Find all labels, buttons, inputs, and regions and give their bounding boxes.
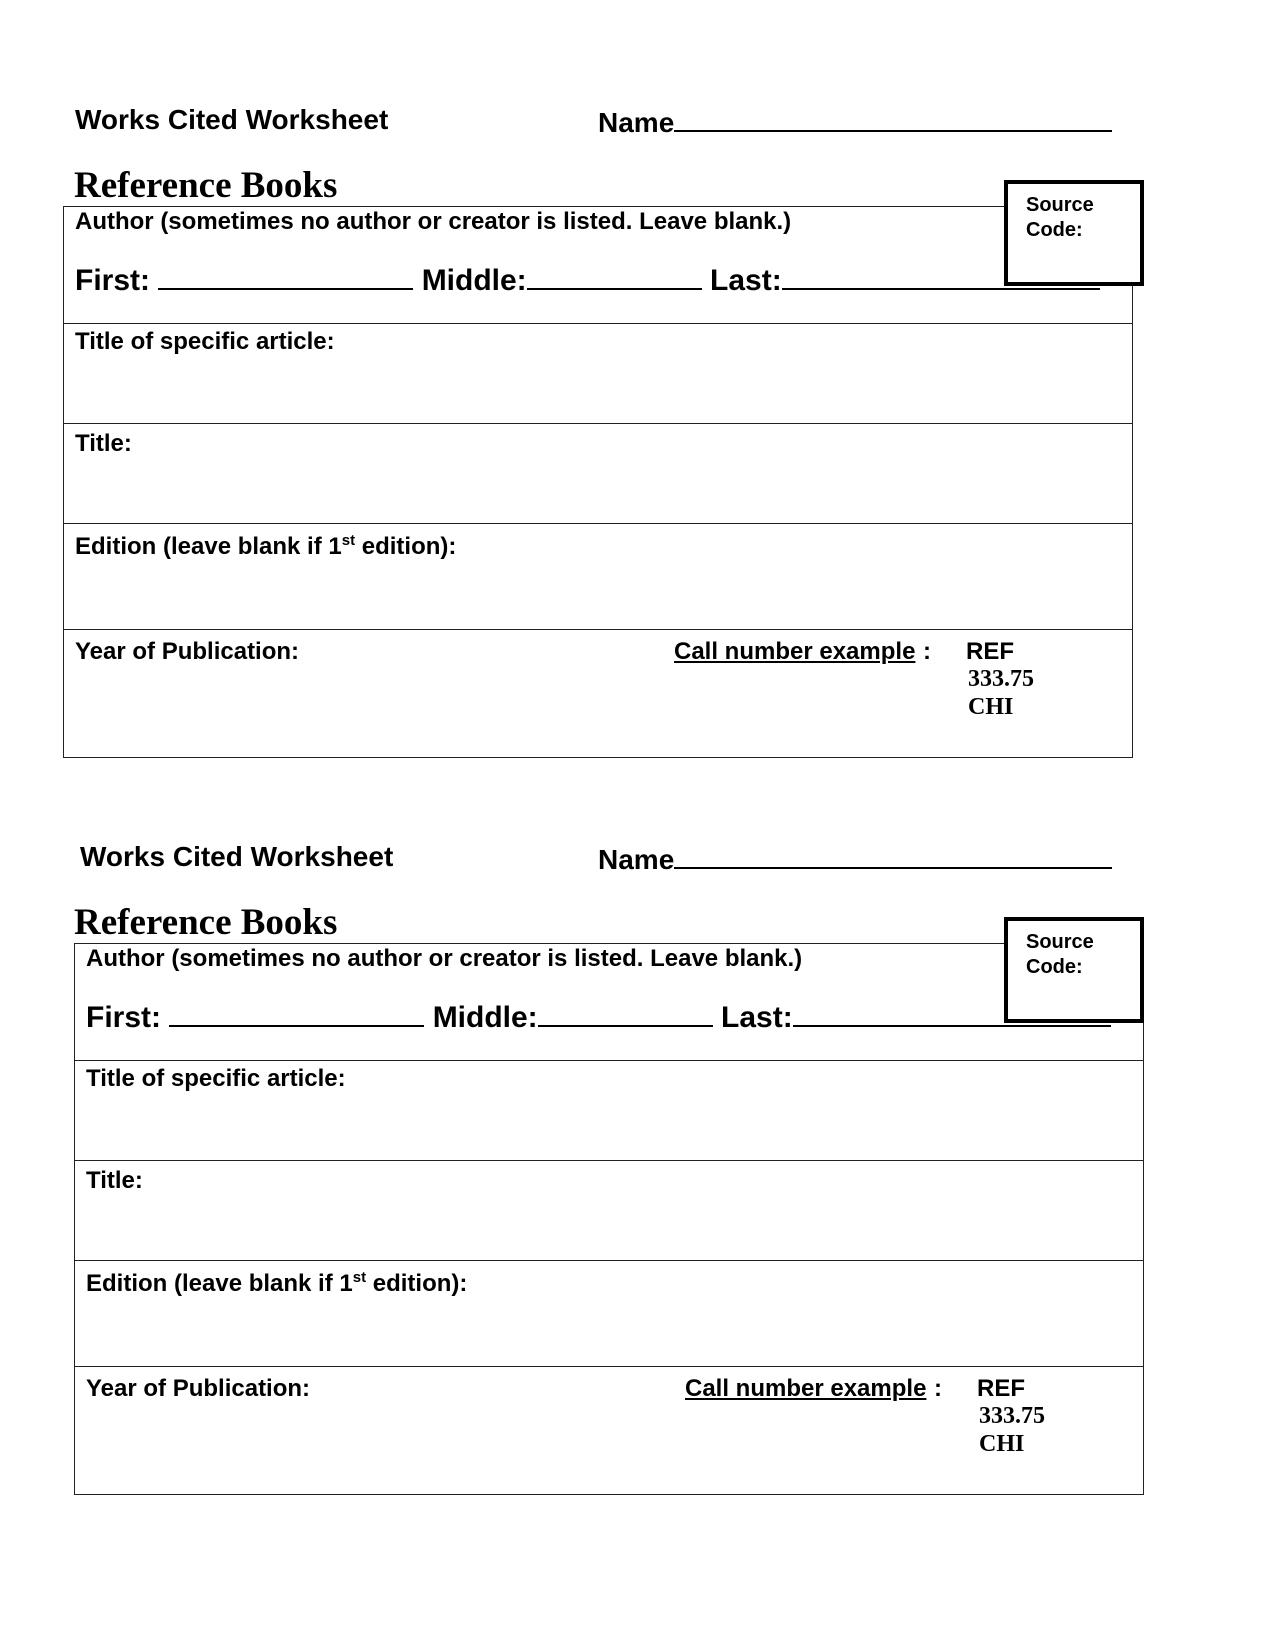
worksheet-title: Works Cited Worksheet	[80, 841, 394, 872]
divider	[64, 423, 1132, 424]
divider	[75, 1260, 1143, 1261]
first-name-blank[interactable]	[169, 999, 424, 1027]
name-label: Name	[598, 844, 675, 875]
section-title: Reference Books	[74, 165, 338, 206]
edition-label-sup: st	[352, 1269, 367, 1286]
call-number-colon: :	[923, 638, 931, 665]
title-label: Title:	[75, 430, 132, 457]
divider	[75, 1060, 1143, 1061]
middle-label: Middle:	[432, 1001, 538, 1034]
divider	[75, 1366, 1143, 1367]
call-number-line: 333.75	[979, 1403, 1045, 1429]
call-number-label: Call number example	[674, 638, 916, 665]
call-number-line: CHI	[968, 694, 1014, 720]
article-title-label: Title of specific article:	[75, 328, 335, 355]
edition-label-end: edition):	[366, 1270, 468, 1297]
year-label: Year of Publication:	[86, 1375, 311, 1402]
call-number-line: 333.75	[968, 666, 1034, 692]
edition-label-end: edition):	[355, 533, 457, 560]
first-label: First:	[75, 264, 150, 297]
edition-label	[75, 532, 456, 561]
title-label: Title:	[86, 1167, 143, 1194]
name-field[interactable]	[598, 104, 1112, 139]
call-number-line: REF	[966, 638, 1014, 665]
edition-label	[86, 1269, 467, 1298]
year-label: Year of Publication:	[75, 638, 300, 665]
author-label: Author (sometimes no author or creator is listed. Leave blank.)	[75, 208, 792, 235]
name-blank[interactable]	[674, 841, 1112, 869]
last-label: Last:	[721, 1001, 793, 1034]
author-label: Author (sometimes no author or creator is listed. Leave blank.)	[86, 945, 803, 972]
divider	[64, 323, 1132, 324]
middle-name-blank[interactable]	[527, 262, 702, 290]
first-name-blank[interactable]	[158, 262, 413, 290]
author-name-fields	[75, 262, 1100, 298]
edition-label-sup: st	[341, 532, 356, 549]
name-label: Name	[598, 107, 675, 138]
source-code-box[interactable]: Source Code:	[1004, 180, 1144, 286]
divider	[75, 1160, 1143, 1161]
source-code-box[interactable]: Source Code:	[1004, 917, 1144, 1023]
edition-label-text: Edition (leave blank if 1	[75, 533, 342, 560]
name-field[interactable]	[598, 841, 1112, 876]
call-number-line: REF	[977, 1375, 1025, 1402]
name-blank[interactable]	[674, 104, 1112, 132]
middle-name-blank[interactable]	[538, 999, 713, 1027]
call-number-colon: :	[934, 1375, 942, 1402]
article-title-label: Title of specific article:	[86, 1065, 346, 1092]
divider	[64, 523, 1132, 524]
last-label: Last:	[710, 264, 782, 297]
edition-label-text: Edition (leave blank if 1	[86, 1270, 353, 1297]
first-label: First:	[86, 1001, 161, 1034]
middle-label: Middle:	[421, 264, 527, 297]
call-number-line: CHI	[979, 1431, 1025, 1457]
worksheet-title: Works Cited Worksheet	[75, 104, 389, 135]
call-number-label: Call number example	[685, 1375, 927, 1402]
divider	[64, 629, 1132, 630]
author-name-fields	[86, 999, 1111, 1035]
section-title: Reference Books	[74, 902, 338, 943]
